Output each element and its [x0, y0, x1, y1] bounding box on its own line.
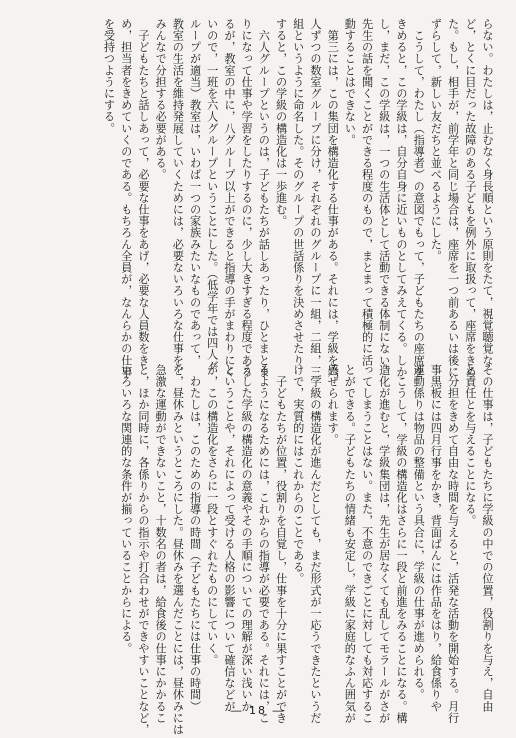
text-column: を，昼休みというところにした。昼休みを選んだことには，昼休みには: [171, 364, 185, 736]
text-column: みんなで分担する必要がある。: [154, 18, 168, 181]
text-column: ど，とくに目だった故障のある子どもを例外に取扱って，座席をきめ: [463, 18, 477, 378]
text-block-top: [8, 18, 496, 378]
text-column: 急激な運動ができないこと，十数名の者は，給食後の仕事にかかるこ: [154, 364, 168, 724]
text-column: と責任とを与えることになる。: [463, 364, 477, 527]
text-column: ということや，それによって受ける人格の影響について確信などが: [222, 364, 236, 712]
text-column: すると，この学級の構造化は一歩進む。: [274, 18, 288, 227]
text-column: 人ずつの数室グループに分け，それぞれのグループに一組，二組，三: [308, 18, 322, 378]
text-column: 六人グループというのは，子どもたちが話しあったり，ひとまとま: [257, 18, 271, 378]
text-column: るようになるためには，これからの指導が必要である。それには，こ: [257, 364, 271, 724]
text-column: るが，教室の中に，八グループ以上ができると指導の手がまわりにく: [222, 18, 236, 378]
text-column: 子どもたちが位置，役割りを自覚し，仕事を十分に果すことができ: [274, 364, 288, 724]
text-column: た。もし，相手が，前学年と同じ場合は，座席を一つ前あるいは後に: [446, 18, 460, 378]
text-column: が，この構造化をさらに一段とすぐれたものにしていく。: [205, 364, 219, 666]
text-column: 動することはできない。: [343, 18, 357, 146]
text-column: いので，一班を六人グループということにした。（低学年では四人グ: [205, 18, 219, 372]
page-number: ― 18 ―: [230, 704, 286, 717]
text-column: けで，実質的にはこれからのことである。: [291, 364, 305, 585]
text-column: め，担当者をきめていくのである。もちろん全員が，なんらかの仕事: [119, 18, 133, 378]
text-column: を受持つようにする。: [102, 18, 116, 134]
text-column: と，ほか同時に，各係りからの指示や打合わせができやすいことなど，: [136, 364, 150, 736]
text-column: その仕事は，子どもたちに学級の中での位置，役割りを与え，自由: [481, 364, 494, 712]
text-column: とができる。子どもたちの情緒も安定し，学級に家庭的なふん囲気が: [343, 364, 357, 724]
text-column: 先生の話を聞くことができる程度のもので，まとまって積極的に活: [360, 18, 374, 366]
text-column: し，まだ，この学級は，一つの生活体として活動できる体制にない。: [377, 18, 391, 378]
text-column: 教室の生活を維持発展していくためには，必要ないろいろな仕事を，: [171, 18, 185, 378]
text-column: ずらして，新しい友だちと並べるようにした。: [429, 18, 443, 262]
text-column: 分担をきめて自由な時間を与えると，活発な活動を開始する。月行: [446, 364, 460, 724]
text-column: りになって仕事や学習をしたりするのに，少し大きすぎる程度である: [240, 18, 254, 378]
text-column: ループが適当）教室は，いわば一つの家族みたいなものであって，: [188, 18, 202, 366]
text-column: こうして，学級の構造化はさらに一段と前進をみることになる。構: [394, 364, 408, 724]
text-column: こうして，わたし（指導者）の意図でもって，子どもたちの座席を: [412, 18, 426, 378]
text-column: いろいろな関連的な条件が揃っていることからによる。: [119, 364, 133, 654]
text-column: 子どもたちと話しあって，必要な仕事をあげ，必要な人員数をき: [136, 18, 150, 366]
text-column: 運動係りは物品の整備という具合に，学級の仕事が進められる。: [412, 364, 426, 701]
text-column: きめると，この学級は，自分自身に近いものとしてみえてくる。しか: [394, 18, 408, 378]
text-column: らない。わたしは，止むなく身長順という原則をたて，視覚聴覚な: [481, 18, 494, 366]
text-column: 造化が進むと，学級集団は，先生が居なくても乱してモラールがさが: [377, 364, 391, 724]
text-column: 感ぜられます。: [326, 364, 340, 446]
text-column: うした学級の構造化の意義やその手順についての理解が深い浅いか: [240, 364, 254, 712]
text-column: ってしまうことはない。また，不意のできごとに対しても対応するこ: [360, 364, 374, 724]
text-column: わたしは，このための指導の時間（子どもたちには仕事の時間）: [188, 364, 202, 712]
text-column: 組というように命名した。そのグループの世話係りを決めさせたり: [291, 18, 305, 366]
text-column: 第三には，この集団を構造化する仕事がある。それには，学級を六: [326, 18, 340, 378]
text-column: 事黒板には四月行事をかき，背面ばんには作品をはり，給食係りや: [429, 364, 443, 712]
text-column: 学級の構造化が進んだとしても，まだ形式が一応うできたというだ: [308, 364, 322, 724]
